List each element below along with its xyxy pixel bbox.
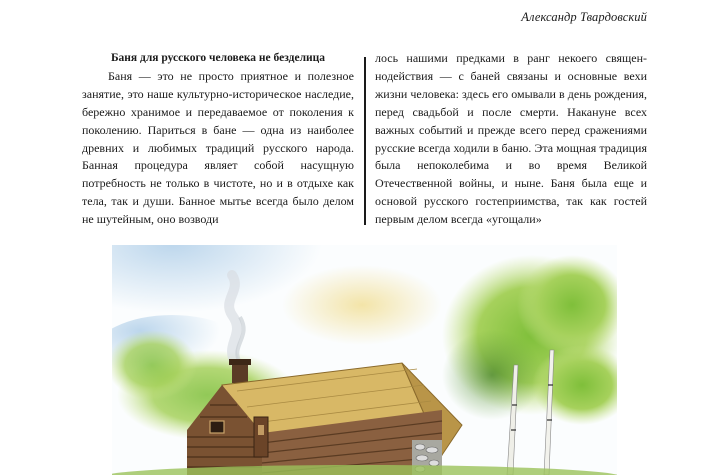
epigraph-author: Александр Твардовский <box>521 10 647 24</box>
section-heading: Баня для русского человека не безделица <box>110 52 326 64</box>
column-divider <box>364 57 366 225</box>
left-column <box>82 50 354 229</box>
left-paragraph: Баня — это не просто приятное и полезное занятие, это наше культурно-историческое наследие, бережно хранимое и передаваемое от поколения к поколению. Париться в бане — одна из наиболее древних и любимых традиций русского народа. Банная процедура являет собой насущную потребность не только в чистоте, но и в отдыхе как тела, так и души. Банное мытье всегда было делом не шутейным, оно возводи <box>82 68 354 227</box>
right-column <box>375 50 647 229</box>
bathhouse-illustration <box>112 245 617 475</box>
right-paragraph: лось нашими предками в ранг некоего священнодействия — с баней связаны и основные вехи жизни человека: здесь его омывали в день рождения, перед свадьбой и после смерти. Накануне всех важных событий и прежде всего перед сражениями русские всегда ходили в баню. Эта мощная традиция была непоколебима и во время Великой Отечественной войны, и ныне. Баня была еще и основой русского гостеприимства, так как гостей первым делом всегда «угощали» <box>375 51 647 227</box>
illustration-image <box>112 245 617 475</box>
